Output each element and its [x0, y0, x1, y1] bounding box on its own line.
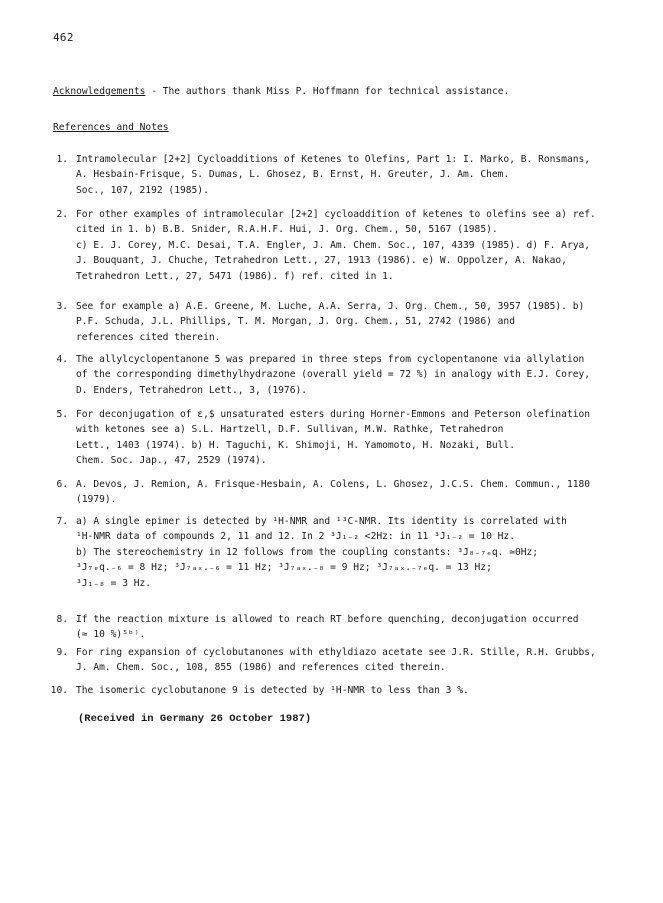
references-heading: References and Notes [53, 122, 169, 133]
reference-number: 7. [56, 516, 68, 527]
reference-line: a) A single epimer is detected by ¹H-NMR and ¹³C-NMR. Its identity is correlated with [76, 516, 567, 527]
reference-number: 8. [56, 614, 68, 625]
reference-line: (≃ 10 %)⁵ᵇ⁾. [76, 629, 146, 641]
acknowledgements [53, 87, 509, 97]
reference-line: Intramolecular [2+2] Cycloadditions of Ketenes to Olefins, Part 1: I. Marko, B. Ronsmans, [76, 154, 591, 165]
reference-line: (1979). [76, 494, 117, 506]
reference-line: ³J₁₋₈ = 3 Hz. [76, 577, 152, 589]
reference-line: ¹H-NMR data of compounds 2, 11 and 12. In 2 ³J₁₋₂ <2Hz: in 11 ³J₁₋₂ = 10 Hz. [76, 531, 515, 543]
reference-line: P.F. Schuda, J.L. Phillips, T. M. Morgan, J. Org. Chem., 51, 2742 (1986) and [76, 316, 515, 328]
reference-line: If the reaction mixture is allowed to reach RT before quenching, deconjugation occurred [76, 614, 579, 625]
reference-number: 1. [56, 154, 68, 165]
reference-line: For deconjugation of ɛ,$ unsaturated esters during Horner-Emmons and Peterson olefination [76, 409, 591, 420]
reference-number: 6. [56, 479, 68, 490]
received-date: (Received in Germany 26 October 1987) [78, 713, 312, 725]
reference-line: cited in 1. b) B.B. Snider, R.A.H.F. Hui, J. Org. Chem., 50, 5167 (1985). [76, 224, 498, 236]
reference-number: 9. [56, 647, 68, 658]
reference-line: Soc., 107, 2192 (1985). [76, 184, 209, 196]
reference-line: Chem. Soc. Jap., 47, 2529 (1974). [76, 455, 267, 467]
reference-line: references cited therein. [76, 331, 221, 343]
page-number: 462 [53, 31, 74, 44]
reference-line: J. Bouquant, J. Chuche, Tetrahedron Lett., 27, 1913 (1986). e) W. Oppolzer, A. Nakao, [76, 255, 567, 267]
reference-line: of the corresponding dimethylhydrazone (overall yield = 72 %) in analogy with E.J. Corey, [76, 369, 591, 381]
reference-line: with ketones see a) S.L. Hartzell, D.F. Sullivan, M.W. Rathke, Tetrahedron [76, 424, 504, 436]
reference-line: A. Devos, J. Remion, A. Frisque-Hesbain, A. Colens, L. Ghosez, J.C.S. Chem. Commun., 1180 [76, 479, 591, 490]
reference-number: 3. [56, 301, 68, 312]
reference-line: For other examples of intramolecular [2+2] cycloaddition of ketenes to olefins see a) ref. [76, 209, 596, 220]
reference-line: See for example a) A.E. Greene, M. Luche, A.A. Serra, J. Org. Chem., 50, 3957 (1985). b) [76, 301, 585, 312]
reference-line: c) E. J. Corey, M.C. Desai, T.A. Engler, J. Am. Chem. Soc., 107, 4339 (1985). d) F. Arya, [76, 239, 591, 251]
reference-line: The isomeric cyclobutanone 9 is detected by ¹H-NMR to less than 3 %. [76, 685, 469, 696]
reference-number: 2. [56, 209, 68, 220]
reference-line: Lett., 1403 (1974). b) H. Taguchi, K. Shimoji, H. Yamomoto, H. Nozaki, Bull. [76, 439, 515, 451]
reference-line: A. Hesbain-Frisque, S. Dumas, L. Ghosez, B. Ernst, H. Greuter, J. Am. Chem. [76, 169, 510, 181]
reference-line: J. Am. Chem. Soc., 108, 855 (1986) and references cited therein. [76, 662, 446, 674]
reference-number: 10. [50, 685, 68, 696]
reference-line: The allylcyclopentanone 5 was prepared in three steps from cyclopentanone via allylation [76, 354, 585, 365]
reference-line: b) The stereochemistry in 12 follows from the coupling constants: ³J₈₋₇ₑq. ≃0Hz; [76, 546, 539, 558]
reference-line: For ring expansion of cyclobutanones with ethyldiazo acetate see J.R. Stille, R.H. Grubbs, [76, 647, 596, 658]
reference-line: Tetrahedron Lett., 27, 5471 (1986). f) ref. cited in 1. [76, 270, 394, 282]
reference-line: D. Enders, Tetrahedron Lett., 3, (1976). [76, 384, 308, 396]
reference-number: 4. [56, 354, 68, 365]
reference-number: 5. [56, 409, 68, 420]
reference-line: ³J₇ₑq.₋₆ = 8 Hz; ³J₇ₐₓ.₋₆ = 11 Hz; ³J₇ₐₓ.₋₈ = 9 Hz; ³J₇ₐₓ.₋₇ₑq. = 13 Hz; [76, 562, 492, 574]
acknowledgements-text: - The authors thank Miss P. Hoffmann for technical assistance. [145, 86, 510, 97]
acknowledgements-heading: Acknowledgements [53, 86, 146, 97]
